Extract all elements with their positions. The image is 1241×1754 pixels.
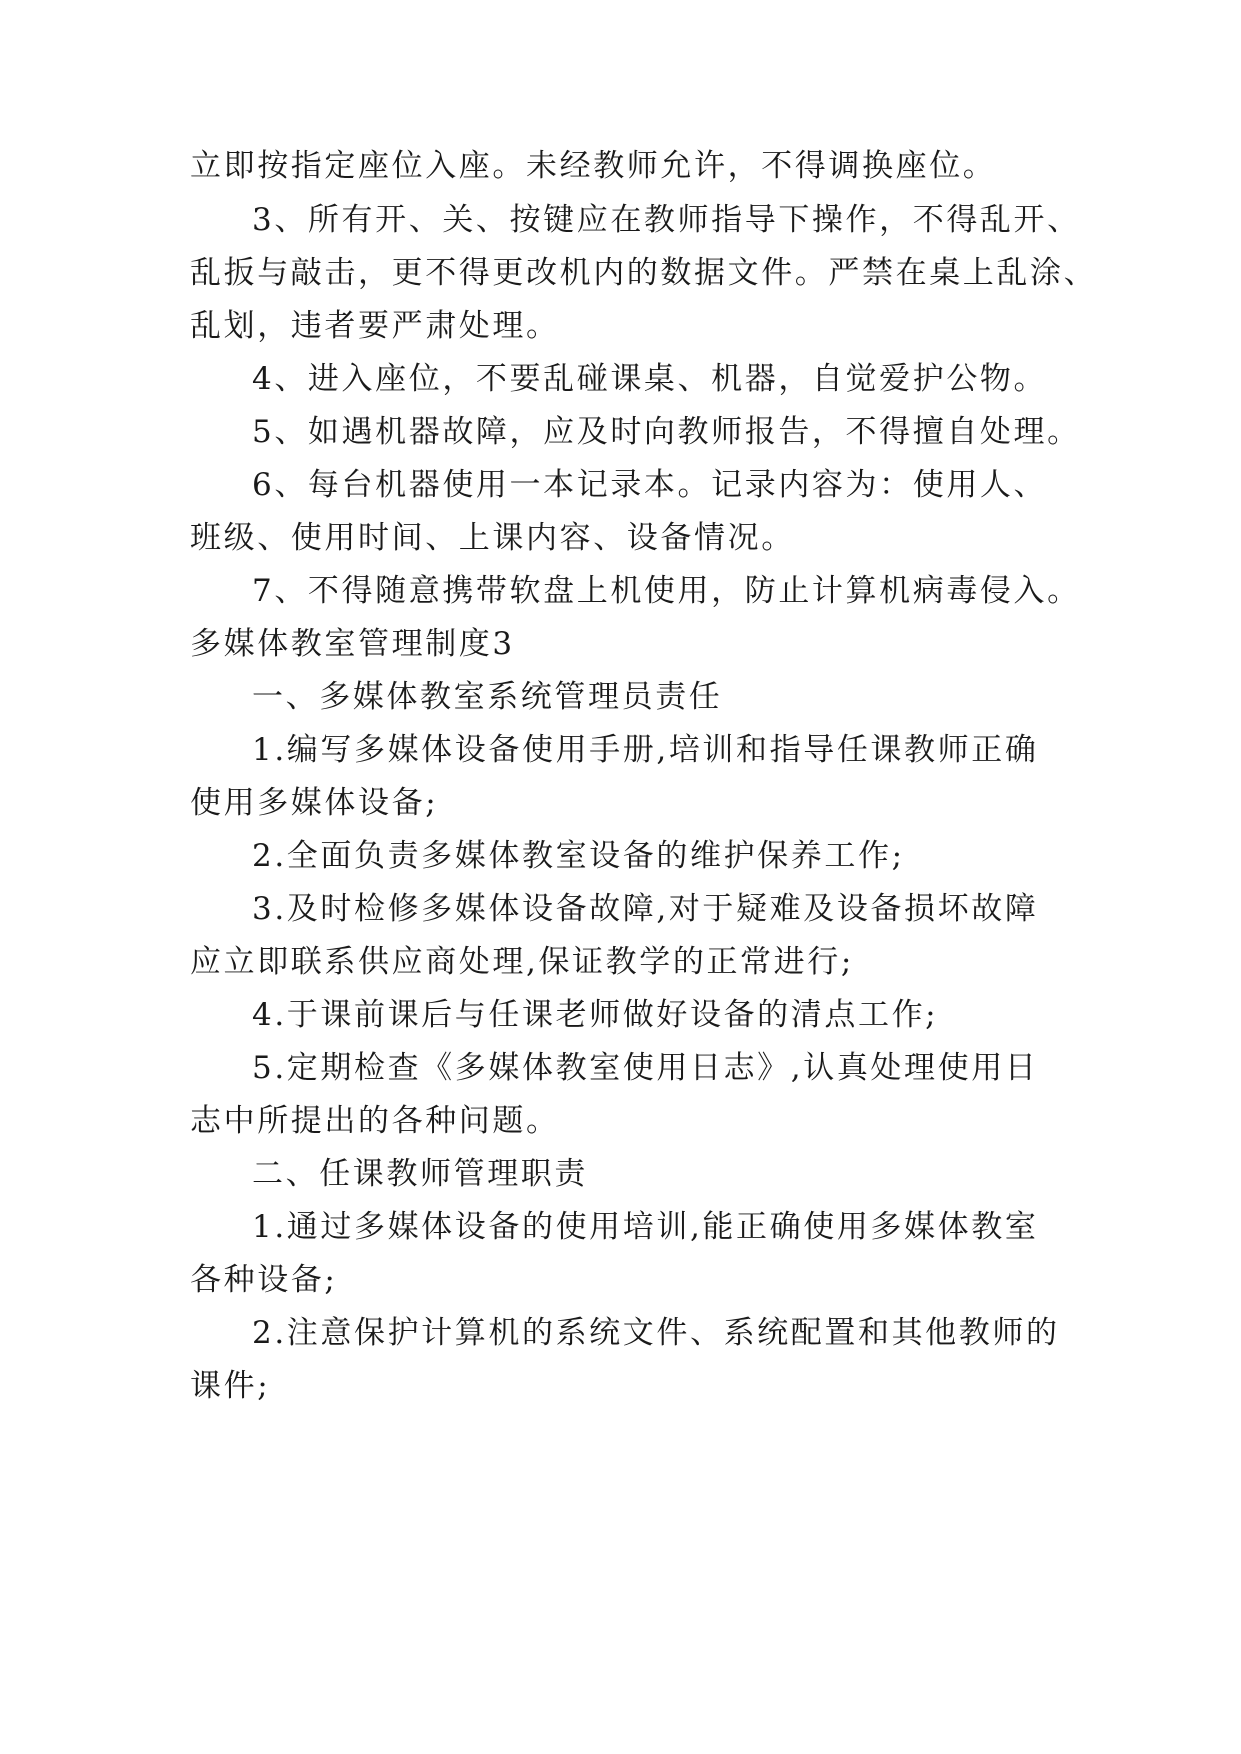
body-text-line: 应立即联系供应商处理,保证教学的正常进行; [190, 944, 854, 980]
body-text-line: 乱扳与敲击，更不得更改机内的数据文件。严禁在桌上乱涂、 [190, 255, 1098, 291]
list-item-3: 3.及时检修多媒体设备故障,对于疑难及设备损坏故障 [252, 891, 1039, 927]
section-title: 多媒体教室管理制度3 [190, 626, 515, 662]
body-text-line: 立即按指定座位入座。未经教师允许，不得调换座位。 [190, 148, 997, 184]
list-item-3: 3、所有开、关、按键应在教师指导下操作，不得乱开、 [252, 202, 1081, 238]
list-item-5: 5.定期检查《多媒体教室使用日志》,认真处理使用日 [252, 1050, 1039, 1086]
section-heading-1: 一、多媒体教室系统管理员责任 [252, 679, 723, 715]
body-text-line: 各种设备; [190, 1262, 338, 1298]
body-text-line: 课件; [190, 1368, 271, 1404]
list-item-1: 1.通过多媒体设备的使用培训,能正确使用多媒体教室 [252, 1209, 1039, 1245]
list-item-5: 5、如遇机器故障，应及时向教师报告，不得擅自处理。 [252, 414, 1081, 450]
list-item-4: 4、进入座位，不要乱碰课桌、机器，自觉爱护公物。 [252, 361, 1048, 397]
section-heading-2: 二、任课教师管理职责 [252, 1156, 588, 1192]
list-item-4: 4.于课前课后与任课老师做好设备的清点工作; [252, 997, 939, 1033]
list-item-1: 1.编写多媒体设备使用手册,培训和指导任课教师正确 [252, 732, 1039, 768]
list-item-7: 7、不得随意携带软盘上机使用，防止计算机病毒侵入。 [252, 573, 1081, 609]
list-item-6: 6、每台机器使用一本记录本。记录内容为：使用人、 [252, 467, 1048, 503]
list-item-2: 2.全面负责多媒体教室设备的维护保养工作; [252, 838, 905, 874]
body-text-line: 使用多媒体设备; [190, 785, 439, 821]
body-text-line: 乱划，违者要严肃处理。 [190, 308, 560, 344]
list-item-2: 2.注意保护计算机的系统文件、系统配置和其他教师的 [252, 1315, 1060, 1351]
body-text-line: 志中所提出的各种问题。 [190, 1103, 560, 1139]
body-text-line: 班级、使用时间、上课内容、设备情况。 [190, 520, 795, 556]
